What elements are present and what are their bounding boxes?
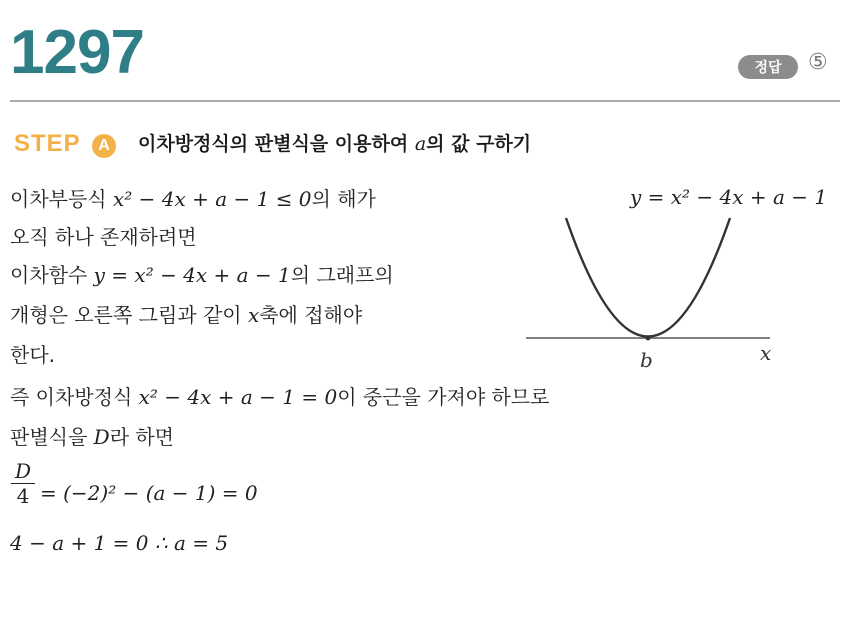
line6-suffix: 이 중근을 가져야 하므로 — [337, 385, 550, 409]
vertex-label: b — [640, 348, 653, 372]
line3-prefix: 이차함수 — [10, 263, 94, 287]
problem-number: 1297 — [10, 18, 144, 87]
solution-line-7 — [10, 426, 174, 448]
line7-suffix: 라 하면 — [109, 425, 175, 449]
line4-suffix: 축에 접해야 — [259, 303, 363, 327]
step-a-icon: A — [92, 134, 116, 158]
answer-badge: 정답 — [738, 55, 798, 79]
header-divider — [10, 100, 840, 102]
parabola-curve — [566, 218, 730, 337]
graph-equation: y = x² − 4x + a − 1 — [630, 185, 828, 209]
solution-line-2: 오직 하나 존재하려면 — [10, 225, 197, 249]
fraction-d-over-4 — [10, 461, 36, 506]
answer-value: ⑤ — [808, 50, 828, 75]
line6-prefix: 즉 이차방정식 — [10, 385, 139, 409]
line7-math: D — [93, 425, 110, 449]
step-title-var: a — [414, 133, 427, 155]
solution-line-4 — [10, 304, 362, 326]
fraction-denominator: 4 — [16, 484, 30, 508]
line3-math: y = x² − 4x + a − 1 — [93, 263, 291, 287]
line1-prefix: 이차부등식 — [10, 187, 113, 211]
x-axis-label: x — [760, 341, 772, 365]
parabola-graph — [520, 200, 790, 390]
line1-suffix: 의 해가 — [311, 187, 376, 211]
solution-line-3 — [10, 264, 394, 286]
step-title-suffix: 의 값 구하기 — [426, 133, 532, 155]
line3-suffix: 의 그래프의 — [290, 263, 394, 287]
line7-prefix: 판별식을 — [10, 425, 94, 449]
line6-math: x² − 4x + a − 1 = 0 — [138, 385, 338, 409]
solution-line-9: 4 − a + 1 = 0 ∴ a = 5 — [10, 531, 229, 555]
line1-math: x² − 4x + a − 1 ≤ 0 — [112, 187, 312, 211]
step-title — [138, 134, 531, 155]
vertex-point — [646, 336, 651, 341]
step-label: STEP — [14, 130, 81, 157]
solution-line-1 — [10, 188, 376, 210]
fraction-numerator: D — [14, 459, 32, 483]
solution-line-6 — [10, 386, 550, 408]
solution-line-5: 한다. — [10, 343, 55, 367]
line4-prefix: 개형은 오른쪽 그림과 같이 — [10, 303, 248, 327]
line4-math: x — [247, 303, 260, 327]
step-title-text: 이차방정식의 판별식을 이용하여 — [138, 133, 415, 155]
solution-line-8: = (−2)² − (a − 1) = 0 — [40, 481, 258, 505]
